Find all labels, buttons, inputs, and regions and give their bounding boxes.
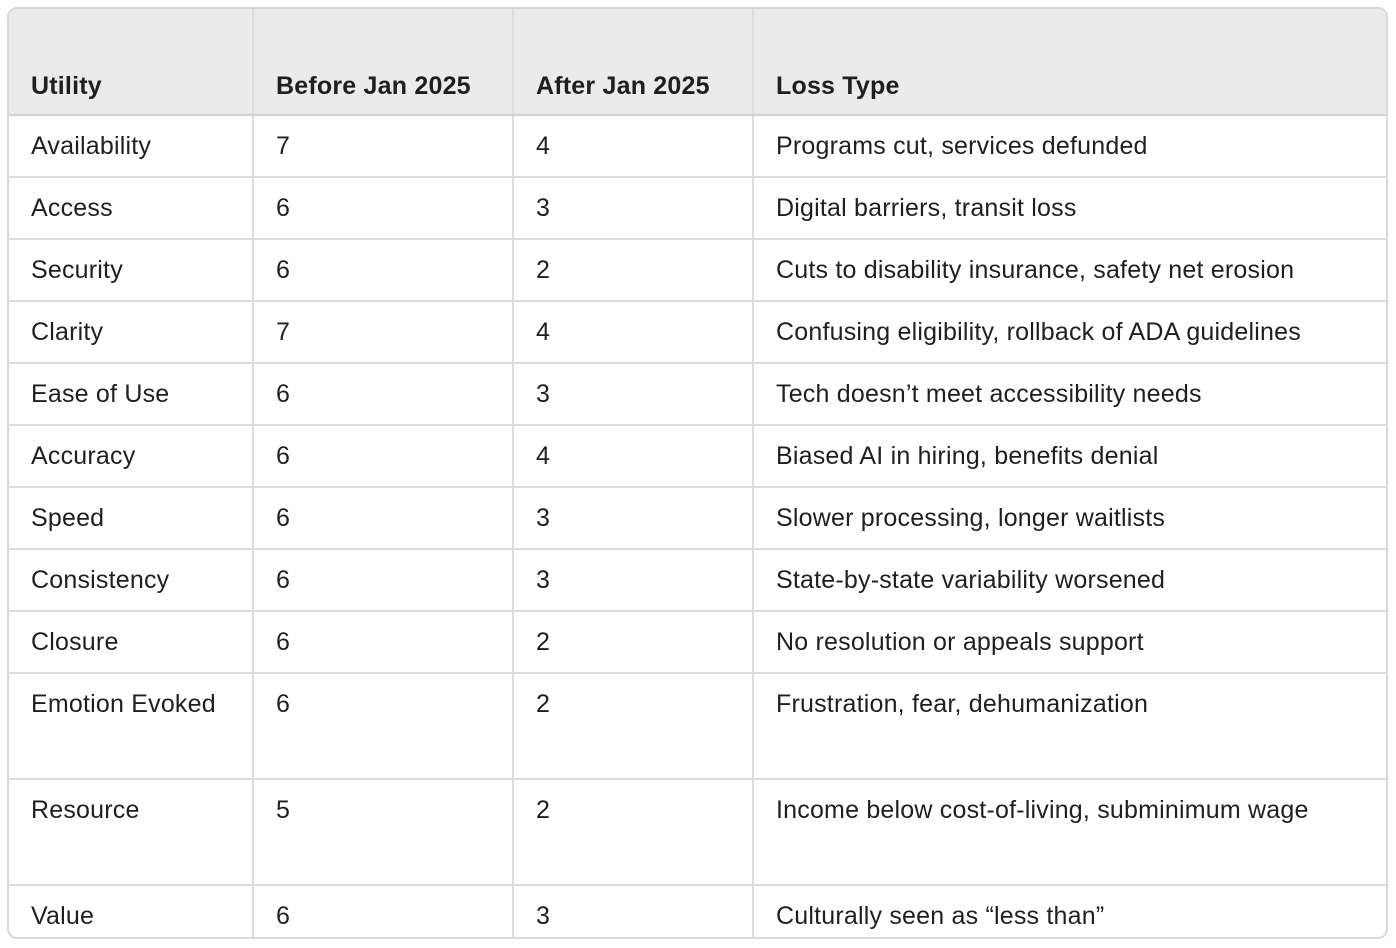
header-after-jan-2025: After Jan 2025 xyxy=(513,9,753,115)
cell-after: 3 xyxy=(513,487,753,549)
table-row xyxy=(9,487,1386,549)
cell-after: 3 xyxy=(513,885,753,939)
cell-after: 3 xyxy=(513,177,753,239)
cell-utility: Consistency xyxy=(9,549,253,611)
cell-before: 6 xyxy=(253,885,513,939)
utility-loss-table-container xyxy=(7,7,1388,939)
cell-before: 6 xyxy=(253,611,513,673)
table-row xyxy=(9,115,1386,177)
cell-utility: Closure xyxy=(9,611,253,673)
table-row xyxy=(9,239,1386,301)
cell-loss-type: Tech doesn’t meet accessibility needs xyxy=(753,363,1386,425)
cell-after: 3 xyxy=(513,549,753,611)
cell-utility: Resource xyxy=(9,779,253,885)
cell-utility: Access xyxy=(9,177,253,239)
cell-loss-type: No resolution or appeals support xyxy=(753,611,1386,673)
cell-utility: Security xyxy=(9,239,253,301)
cell-before: 6 xyxy=(253,549,513,611)
cell-before: 6 xyxy=(253,487,513,549)
table-row xyxy=(9,673,1386,779)
cell-before: 6 xyxy=(253,673,513,779)
cell-before: 6 xyxy=(253,239,513,301)
cell-loss-type: Slower processing, longer waitlists xyxy=(753,487,1386,549)
cell-utility: Speed xyxy=(9,487,253,549)
header-loss-type: Loss Type xyxy=(753,9,1386,115)
cell-loss-type: Culturally seen as “less than” xyxy=(776,902,1105,930)
cell-utility: Accuracy xyxy=(9,425,253,487)
cell-loss-type: Cuts to disability insurance, safety net erosion xyxy=(753,239,1386,301)
cell-utility: Ease of Use xyxy=(9,363,253,425)
table-row xyxy=(9,611,1386,673)
header-before-jan-2025: Before Jan 2025 xyxy=(253,9,513,115)
table-row xyxy=(9,885,1386,939)
cell-loss-type: State-by-state variability worsened xyxy=(753,549,1386,611)
cell-loss-type: Confusing eligibility, rollback of ADA guidelines xyxy=(753,301,1386,363)
cell-loss-type: Biased AI in hiring, benefits denial xyxy=(753,425,1386,487)
table-row xyxy=(9,779,1386,885)
cell-before: 5 xyxy=(253,779,513,885)
cell-after: 3 xyxy=(513,363,753,425)
cell-loss-type: Frustration, fear, dehumanization xyxy=(753,673,1386,779)
cell-loss-type: Programs cut, services defunded xyxy=(753,115,1386,177)
cell-utility: Emotion Evoked xyxy=(9,673,253,779)
table-row xyxy=(9,549,1386,611)
table-row xyxy=(9,363,1386,425)
cell-before: 7 xyxy=(253,115,513,177)
cell-after: 4 xyxy=(513,301,753,363)
table-row xyxy=(9,177,1386,239)
table-header xyxy=(9,9,1386,115)
header-row xyxy=(9,9,1386,115)
cell-loss-type: Income below cost-of-living, subminimum wage xyxy=(753,779,1386,885)
cell-utility: Availability xyxy=(9,115,253,177)
table-row xyxy=(9,425,1386,487)
cell-after: 2 xyxy=(513,611,753,673)
utility-loss-table xyxy=(9,9,1386,939)
cell-utility: Clarity xyxy=(9,301,253,363)
cell-before: 6 xyxy=(253,363,513,425)
cell-before: 6 xyxy=(253,177,513,239)
table-body xyxy=(9,115,1386,939)
header-utility: Utility xyxy=(9,9,253,115)
cell-before: 6 xyxy=(253,425,513,487)
table-row xyxy=(9,301,1386,363)
cell-after: 2 xyxy=(513,239,753,301)
cell-after: 2 xyxy=(513,779,753,885)
cell-loss-type: Digital barriers, transit loss xyxy=(753,177,1386,239)
cell-after: 2 xyxy=(513,673,753,779)
cell-after: 4 xyxy=(513,115,753,177)
cell-before: 7 xyxy=(253,301,513,363)
cell-after: 4 xyxy=(513,425,753,487)
cell-utility: Value xyxy=(9,885,253,939)
